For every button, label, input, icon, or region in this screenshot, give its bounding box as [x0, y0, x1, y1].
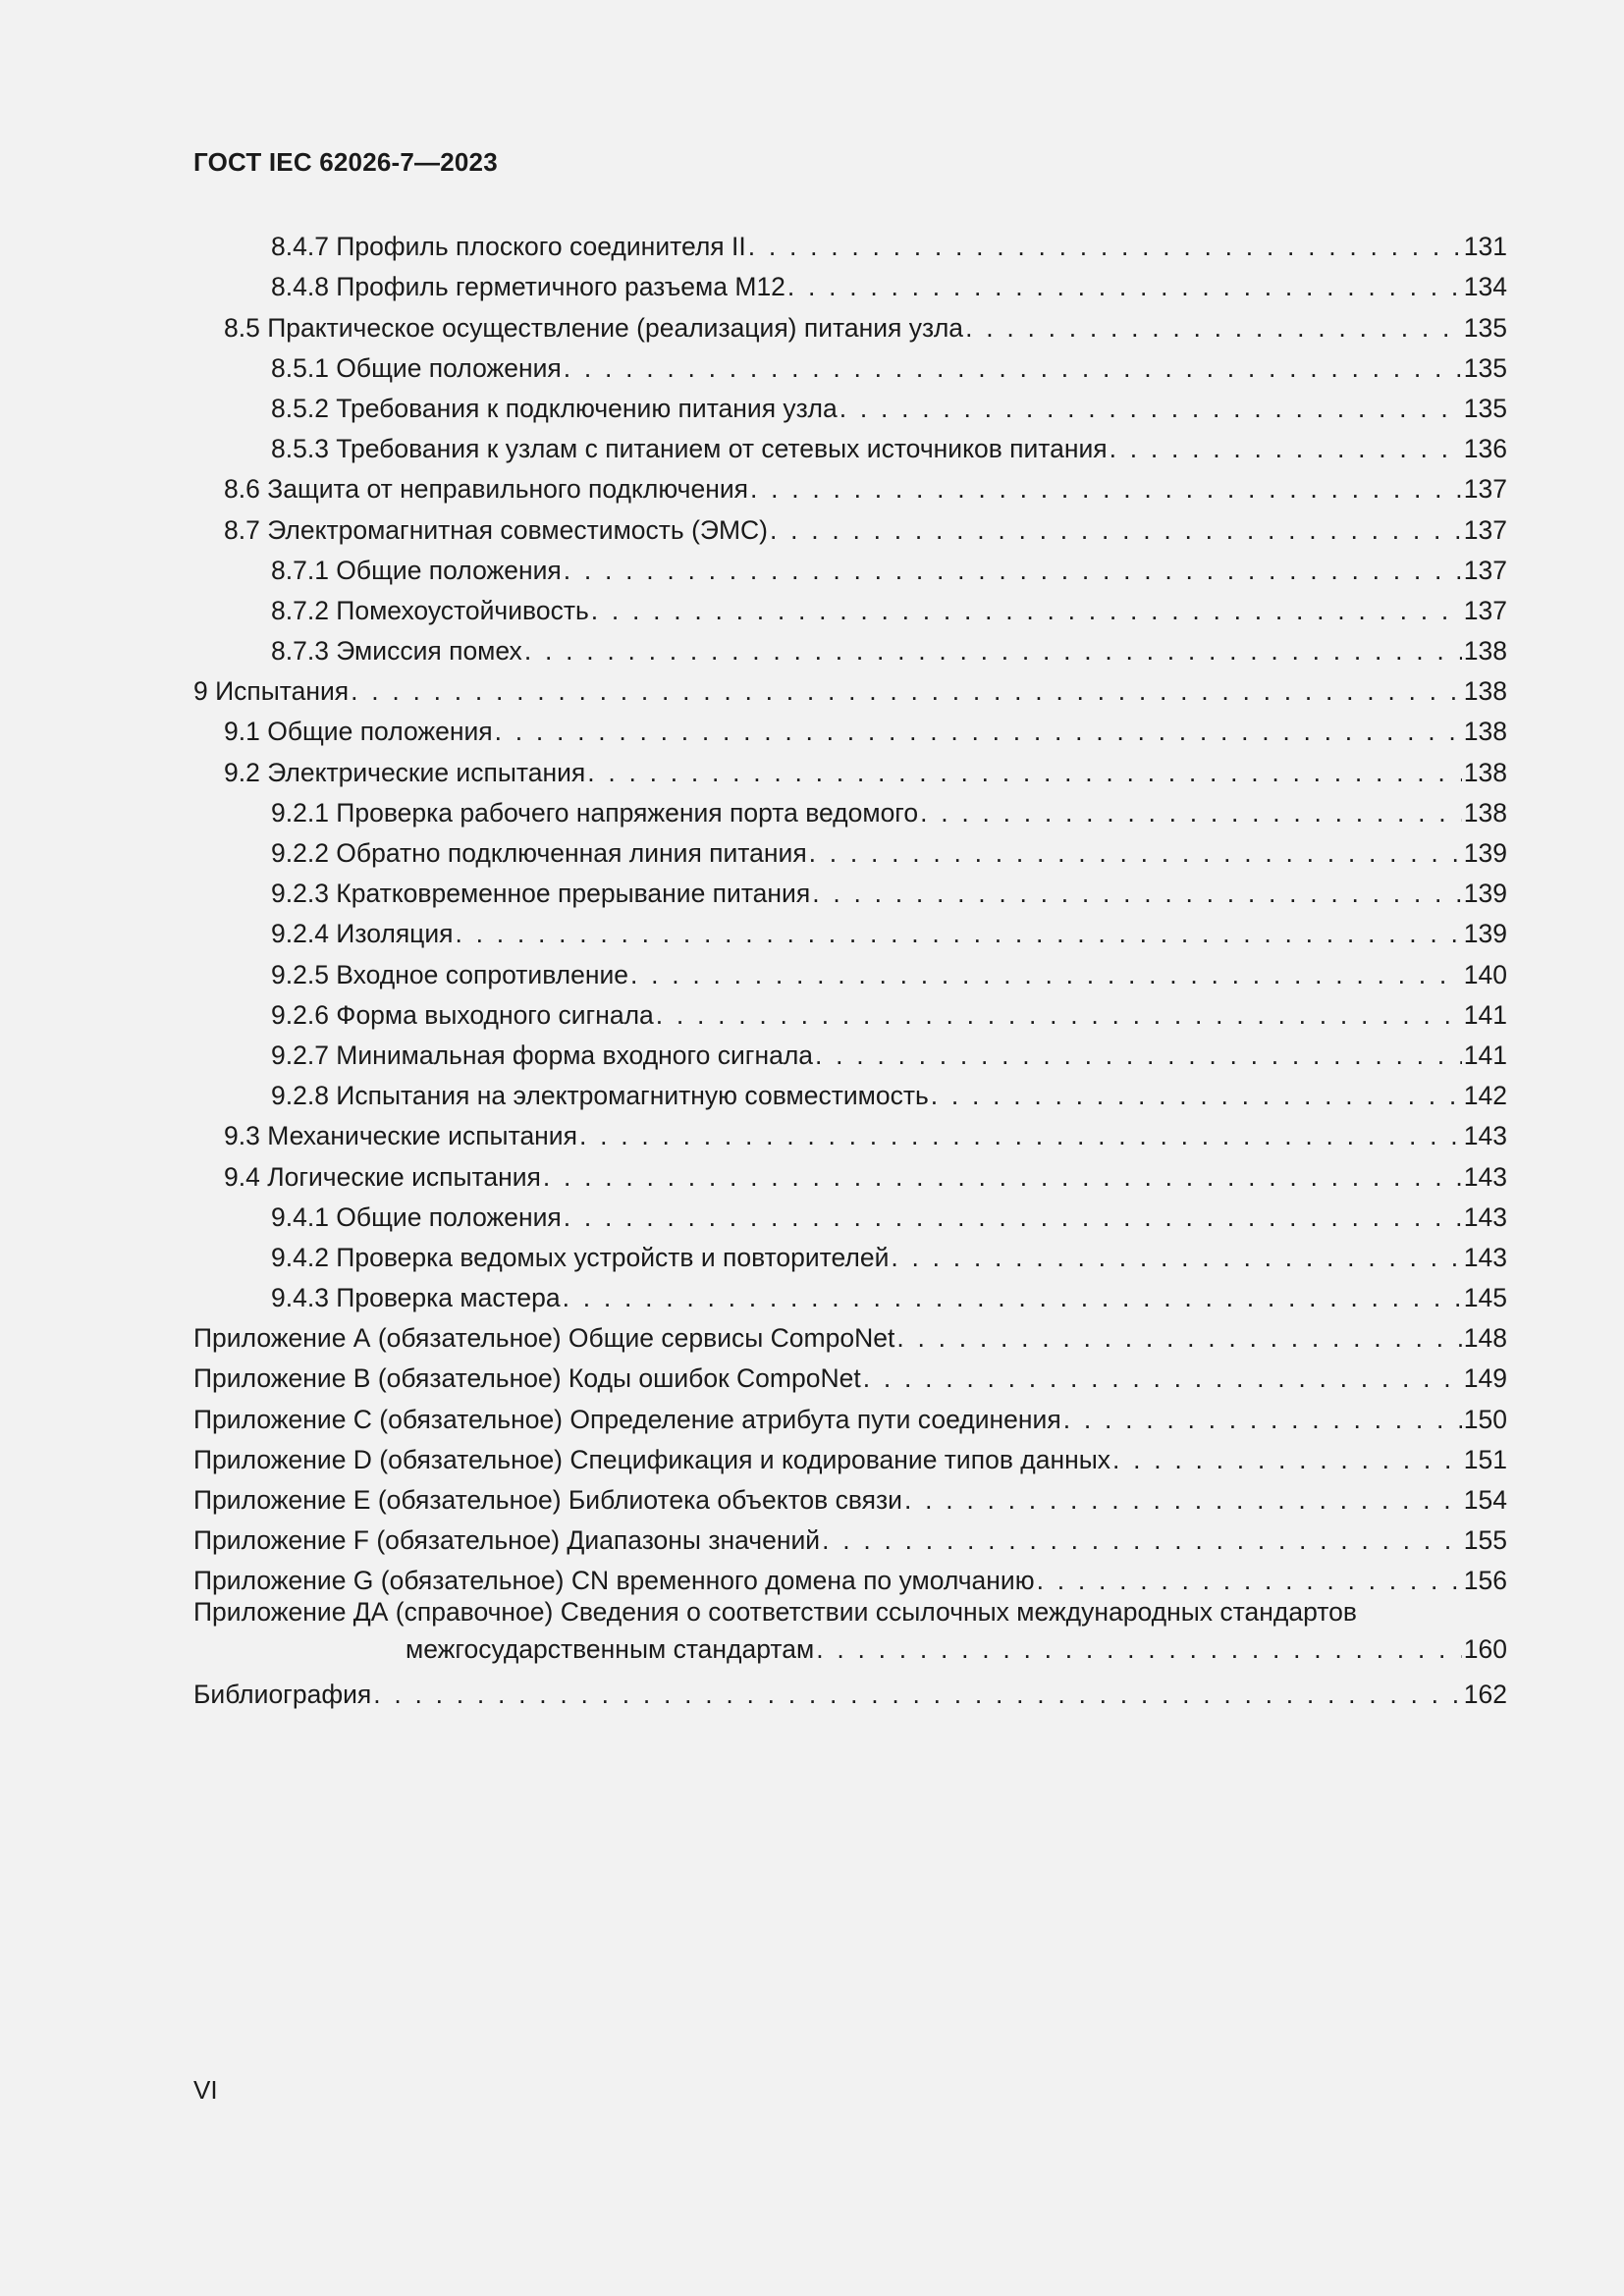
toc-entry-title: 8.7.1 Общие положения: [271, 555, 562, 585]
dot-leader: [630, 960, 1462, 990]
toc-entry-title: 9.2.2 Обратно подключенная линия питания: [271, 838, 807, 868]
dot-leader: [1063, 1405, 1462, 1435]
dot-leader: [748, 232, 1462, 262]
toc-entry[interactable]: [193, 1193, 1507, 1233]
toc-entry-title: 9.2.8 Испытания на электромагнитную совместимость: [271, 1081, 929, 1111]
toc-entry-page: 154: [1463, 1485, 1507, 1515]
toc-entry-title: 8.5 Практическое осуществление (реализация) питания узла: [224, 312, 964, 343]
toc-entry-page: 136: [1463, 434, 1507, 464]
toc-entry-title: 8.4.8 Профиль герметичного разъема M12: [271, 272, 785, 302]
dot-leader: [931, 1081, 1462, 1111]
toc-entry[interactable]: [193, 1273, 1507, 1313]
toc-entry[interactable]: [193, 990, 1507, 1031]
toc-entry[interactable]: [193, 222, 1507, 262]
toc-entry[interactable]: [193, 1556, 1507, 1596]
toc-entry[interactable]: [193, 667, 1507, 707]
toc-entry-page: 151: [1463, 1444, 1507, 1474]
dot-leader: [456, 919, 1462, 949]
toc-entry-title: 9.2.4 Изоляция: [271, 919, 454, 949]
toc-entry-title: 9.2.6 Форма выходного сигнала: [271, 999, 654, 1030]
dot-leader: [495, 717, 1462, 747]
toc-entry[interactable]: [193, 464, 1507, 505]
dot-leader: [965, 313, 1462, 344]
toc-entry[interactable]: [193, 707, 1507, 747]
toc-entry-page: 138: [1463, 676, 1507, 707]
toc-entry-title: 8.5.1 Общие положения: [271, 352, 562, 383]
toc-entry[interactable]: [193, 1475, 1507, 1516]
dot-leader: [587, 758, 1462, 788]
toc-entry-page: 138: [1463, 717, 1507, 747]
toc-entry-title: 9.1 Общие положения: [224, 717, 493, 747]
toc-entry-page: 141: [1463, 1040, 1507, 1070]
dot-leader: [816, 1634, 1462, 1665]
toc-entry-title: 8.7.3 Эмиссия помех: [271, 636, 522, 667]
dot-leader: [863, 1363, 1462, 1394]
toc-entry-title: 9.2.3 Кратковременное прерывание питания: [271, 879, 811, 909]
toc-entry-page: 143: [1463, 1161, 1507, 1192]
toc-entry-page: 139: [1463, 838, 1507, 868]
toc-entry-page: 137: [1463, 595, 1507, 625]
toc-entry-page: 134: [1463, 272, 1507, 302]
dot-leader: [564, 353, 1462, 384]
dot-leader: [770, 515, 1462, 546]
toc-entry[interactable]: [193, 1111, 1507, 1151]
toc-entry[interactable]: [193, 586, 1507, 626]
dot-leader: [809, 838, 1462, 869]
toc-entry-page: 138: [1463, 797, 1507, 828]
toc-entry-title: 8.7.2 Помехоустойчивость: [271, 595, 589, 625]
dot-leader: [891, 1243, 1461, 1273]
toc-entry[interactable]: [193, 1233, 1507, 1273]
dot-leader: [822, 1525, 1462, 1556]
toc-entry-page: 135: [1463, 312, 1507, 343]
dot-leader: [351, 676, 1462, 707]
toc-entry-page: 139: [1463, 879, 1507, 909]
toc-entry[interactable]: [193, 1516, 1507, 1556]
toc-entry[interactable]: [193, 1596, 1507, 1669]
toc-entry-title: 9.4 Логические испытания: [224, 1161, 541, 1192]
toc-entry[interactable]: [193, 344, 1507, 384]
toc-entry-page: 145: [1463, 1283, 1507, 1313]
toc-entry-page: 135: [1463, 352, 1507, 383]
dot-leader: [904, 1485, 1462, 1516]
toc-entry-title: 8.4.7 Профиль плоского соединителя II: [271, 232, 746, 262]
toc-entry[interactable]: [193, 302, 1507, 343]
dot-leader: [1037, 1566, 1462, 1596]
toc-entry[interactable]: [193, 949, 1507, 989]
dot-leader: [564, 556, 1462, 586]
toc-entry-title: Приложение А (обязательное) Общие сервисы CompoNet: [193, 1323, 895, 1354]
dot-leader: [1110, 434, 1462, 464]
toc-entry-title: Приложение ДА (справочное) Сведения о соответствии ссылочных международных стандартов: [193, 1597, 1357, 1628]
dot-leader: [787, 272, 1462, 302]
dot-leader: [750, 474, 1462, 505]
dot-leader: [896, 1323, 1461, 1354]
toc-entry-title: 9.2.1 Проверка рабочего напряжения порта ведомого: [271, 797, 919, 828]
page-number: VI: [193, 2075, 218, 2105]
dot-leader: [815, 1041, 1462, 1071]
toc-entry-title: Приложение С (обязательное) Определение атрибута пути соединения: [193, 1404, 1061, 1434]
dot-leader: [373, 1680, 1461, 1710]
toc-entry[interactable]: [193, 505, 1507, 545]
toc-entry-title: 9.2.5 Входное сопротивление: [271, 959, 629, 989]
toc-entry[interactable]: [193, 1394, 1507, 1434]
dot-leader: [920, 798, 1462, 828]
toc-entry-title: Библиография: [193, 1679, 372, 1709]
dot-leader: [656, 1000, 1462, 1031]
toc-entry-title: 9.2 Электрические испытания: [224, 757, 586, 787]
toc-entry[interactable]: [193, 1071, 1507, 1111]
dot-leader: [1112, 1445, 1462, 1475]
dot-leader: [564, 1202, 1462, 1233]
toc-entry[interactable]: [193, 626, 1507, 667]
toc-entry-page: 148: [1463, 1323, 1507, 1354]
toc-entry[interactable]: [193, 1151, 1507, 1192]
toc-entry[interactable]: [193, 747, 1507, 787]
toc-entry-title-continuation: межгосударственным стандартам: [406, 1634, 815, 1665]
dot-leader: [579, 1121, 1462, 1151]
toc-entry-page: 137: [1463, 555, 1507, 585]
toc-entry[interactable]: [193, 1435, 1507, 1475]
toc-entry-title: 8.6 Защита от неправильного подключения: [224, 474, 748, 505]
toc-entry-page: 160: [1463, 1634, 1507, 1665]
toc-entry-page: 137: [1463, 474, 1507, 505]
toc-entry-page: 138: [1463, 757, 1507, 787]
toc-entry-page: 138: [1463, 636, 1507, 667]
toc-entry-title: 8.5.2 Требования к подключению питания узла: [271, 393, 838, 423]
dot-leader: [563, 1283, 1462, 1313]
toc-entry-page: 141: [1463, 999, 1507, 1030]
toc-entry-title: Приложение Е (обязательное) Библиотека объектов связи: [193, 1485, 902, 1515]
toc-entry-page: 131: [1463, 232, 1507, 262]
dot-leader: [812, 879, 1462, 909]
toc-entry[interactable]: [193, 869, 1507, 909]
dot-leader: [839, 394, 1462, 424]
toc-entry[interactable]: [193, 1669, 1507, 1709]
toc-entry-page: 137: [1463, 514, 1507, 545]
toc-entry[interactable]: [193, 262, 1507, 302]
toc-entry-page: 149: [1463, 1363, 1507, 1394]
toc-entry[interactable]: [193, 1313, 1507, 1354]
toc-entry-title: 9.4.2 Проверка ведомых устройств и повторителей: [271, 1242, 890, 1272]
toc-entry[interactable]: [193, 546, 1507, 586]
toc-entry-page: 140: [1463, 959, 1507, 989]
toc-entry-title: Приложение В (обязательное) Коды ошибок CompoNet: [193, 1363, 861, 1394]
toc-entry[interactable]: [193, 1354, 1507, 1394]
table-of-contents: [193, 222, 1507, 1710]
toc-entry-page: 143: [1463, 1242, 1507, 1272]
dot-leader: [543, 1162, 1462, 1193]
toc-entry-page: 139: [1463, 919, 1507, 949]
toc-entry-title: 8.5.3 Требования к узлам с питанием от сетевых источников питания: [271, 434, 1108, 464]
toc-entry[interactable]: [193, 788, 1507, 828]
document-header: ГОСТ IEC 62026-7—2023: [193, 147, 498, 177]
toc-entry[interactable]: [193, 1031, 1507, 1071]
dot-leader: [524, 636, 1462, 667]
toc-entry-page: 156: [1463, 1566, 1507, 1596]
toc-entry-title: 9.3 Механические испытания: [224, 1121, 577, 1151]
toc-entry[interactable]: [193, 384, 1507, 424]
toc-entry-title: Приложение D (обязательное) Спецификация и кодирование типов данных: [193, 1444, 1111, 1474]
toc-entry-title: 9.4.3 Проверка мастера: [271, 1283, 561, 1313]
toc-entry-page: 150: [1463, 1404, 1507, 1434]
toc-entry-title: 9 Испытания: [193, 676, 350, 707]
toc-entry-page: 155: [1463, 1525, 1507, 1556]
toc-entry-page: 142: [1463, 1081, 1507, 1111]
dot-leader: [591, 596, 1462, 626]
toc-entry-page: 143: [1463, 1121, 1507, 1151]
toc-entry-page: 143: [1463, 1201, 1507, 1232]
toc-entry-title: 9.2.7 Минимальная форма входного сигнала: [271, 1040, 814, 1070]
toc-entry[interactable]: [193, 424, 1507, 464]
toc-entry-title: Приложение G (обязательное) CN временного домена по умолчанию: [193, 1566, 1035, 1596]
toc-entry-title: 9.4.1 Общие положения: [271, 1201, 562, 1232]
toc-entry-page: 135: [1463, 393, 1507, 423]
toc-entry-page: 162: [1463, 1679, 1507, 1709]
toc-entry[interactable]: [193, 909, 1507, 949]
toc-entry[interactable]: [193, 828, 1507, 869]
toc-entry-title: Приложение F (обязательное) Диапазоны значений: [193, 1525, 821, 1556]
toc-entry-title: 8.7 Электромагнитная совместимость (ЭМС): [224, 514, 768, 545]
